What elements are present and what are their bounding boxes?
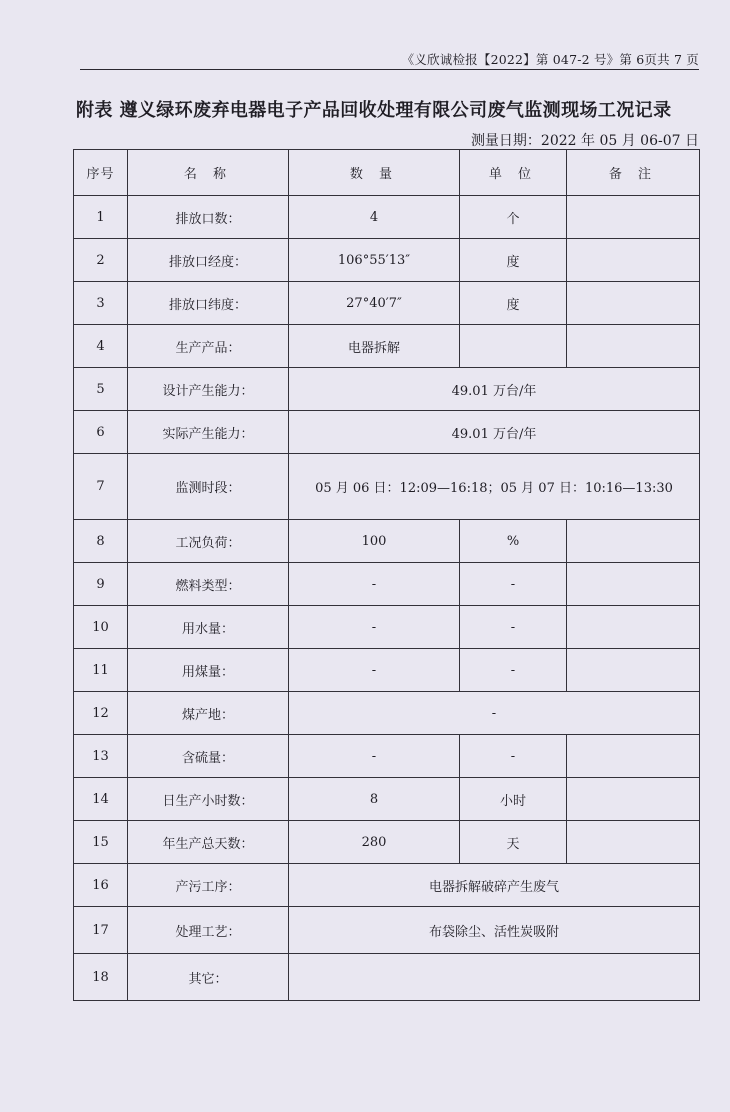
row-name: 排放口纬度： bbox=[128, 282, 289, 325]
column-header-quantity: 数 量 bbox=[289, 150, 460, 196]
row-quantity: - bbox=[289, 563, 460, 606]
row-note bbox=[567, 606, 700, 649]
row-quantity: 280 bbox=[289, 821, 460, 864]
row-note bbox=[567, 325, 700, 368]
report-reference: 《义欣诚检报【2022】第 047-2 号》第 6页共 7 页 bbox=[401, 52, 699, 67]
row-name: 生产产品： bbox=[128, 325, 289, 368]
row-merged-value: 49.01 万台/年 bbox=[289, 411, 700, 454]
row-name: 其它： bbox=[128, 954, 289, 1001]
row-note bbox=[567, 735, 700, 778]
row-quantity: 4 bbox=[289, 196, 460, 239]
row-unit: - bbox=[460, 735, 567, 778]
row-unit bbox=[460, 325, 567, 368]
row-seq: 18 bbox=[74, 954, 128, 1001]
row-note bbox=[567, 821, 700, 864]
row-seq: 6 bbox=[74, 411, 128, 454]
row-quantity: - bbox=[289, 606, 460, 649]
table-row bbox=[74, 454, 700, 520]
row-note bbox=[567, 520, 700, 563]
row-seq: 12 bbox=[74, 692, 128, 735]
table-row bbox=[74, 735, 700, 778]
row-merged-value: 05 月 06 日：12:09—16:18；05 月 07 日：10:16—13:30 bbox=[289, 454, 700, 520]
table-row bbox=[74, 520, 700, 563]
row-name: 排放口经度： bbox=[128, 239, 289, 282]
table-row bbox=[74, 907, 700, 954]
column-header-unit: 单 位 bbox=[460, 150, 567, 196]
row-name: 燃料类型： bbox=[128, 563, 289, 606]
column-header-seq: 序号 bbox=[74, 150, 128, 196]
row-merged-value: 电器拆解破碎产生废气 bbox=[289, 864, 700, 907]
column-header-note: 备 注 bbox=[567, 150, 700, 196]
table-row bbox=[74, 239, 700, 282]
row-unit: 度 bbox=[460, 282, 567, 325]
row-seq: 3 bbox=[74, 282, 128, 325]
row-name: 煤产地： bbox=[128, 692, 289, 735]
row-unit: - bbox=[460, 606, 567, 649]
row-note bbox=[567, 649, 700, 692]
row-quantity: 电器拆解 bbox=[289, 325, 460, 368]
table-row bbox=[74, 649, 700, 692]
page-title: 附表 遵义绿环废弃电器电子产品回收处理有限公司废气监测现场工况记录 bbox=[76, 100, 672, 121]
table-row bbox=[74, 325, 700, 368]
measurement-date: 测量日期：2022 年 05 月 06-07 日 bbox=[470, 133, 699, 149]
row-name: 用水量： bbox=[128, 606, 289, 649]
table-row bbox=[74, 563, 700, 606]
row-unit: - bbox=[460, 649, 567, 692]
row-seq: 17 bbox=[74, 907, 128, 954]
row-quantity: 27°40′7″ bbox=[289, 282, 460, 325]
row-unit: 度 bbox=[460, 239, 567, 282]
row-merged-value: 布袋除尘、活性炭吸附 bbox=[289, 907, 700, 954]
table-row bbox=[74, 606, 700, 649]
table-header-row bbox=[74, 150, 700, 196]
row-name: 工况负荷： bbox=[128, 520, 289, 563]
row-note bbox=[567, 196, 700, 239]
row-seq: 10 bbox=[74, 606, 128, 649]
row-note bbox=[567, 563, 700, 606]
row-name: 监测时段： bbox=[128, 454, 289, 520]
row-name: 日生产小时数： bbox=[128, 778, 289, 821]
row-note bbox=[567, 778, 700, 821]
row-note bbox=[567, 282, 700, 325]
row-seq: 2 bbox=[74, 239, 128, 282]
row-unit: - bbox=[460, 563, 567, 606]
row-unit: 小时 bbox=[460, 778, 567, 821]
row-seq: 14 bbox=[74, 778, 128, 821]
row-name: 实际产生能力： bbox=[128, 411, 289, 454]
row-seq: 13 bbox=[74, 735, 128, 778]
row-name: 设计产生能力： bbox=[128, 368, 289, 411]
row-merged-value: - bbox=[289, 692, 700, 735]
row-seq: 16 bbox=[74, 864, 128, 907]
row-seq: 4 bbox=[74, 325, 128, 368]
row-quantity: 106°55′13″ bbox=[289, 239, 460, 282]
row-note bbox=[567, 239, 700, 282]
row-quantity: 8 bbox=[289, 778, 460, 821]
row-unit: % bbox=[460, 520, 567, 563]
row-seq: 11 bbox=[74, 649, 128, 692]
row-name: 产污工序： bbox=[128, 864, 289, 907]
column-header-name: 名 称 bbox=[128, 150, 289, 196]
row-name: 年生产总天数： bbox=[128, 821, 289, 864]
header-divider bbox=[80, 69, 699, 70]
row-unit: 天 bbox=[460, 821, 567, 864]
row-unit: 个 bbox=[460, 196, 567, 239]
row-quantity: 100 bbox=[289, 520, 460, 563]
table-row bbox=[74, 821, 700, 864]
row-quantity: - bbox=[289, 649, 460, 692]
operating-conditions-table bbox=[73, 149, 700, 1001]
row-quantity: - bbox=[289, 735, 460, 778]
table-row bbox=[74, 778, 700, 821]
table-row bbox=[74, 954, 700, 1001]
table-row bbox=[74, 864, 700, 907]
row-name: 含硫量： bbox=[128, 735, 289, 778]
table-row bbox=[74, 692, 700, 735]
row-merged-value: 49.01 万台/年 bbox=[289, 368, 700, 411]
row-seq: 1 bbox=[74, 196, 128, 239]
row-name: 处理工艺： bbox=[128, 907, 289, 954]
row-name: 用煤量： bbox=[128, 649, 289, 692]
table-row bbox=[74, 411, 700, 454]
row-seq: 5 bbox=[74, 368, 128, 411]
table-row bbox=[74, 282, 700, 325]
row-name: 排放口数： bbox=[128, 196, 289, 239]
row-seq: 8 bbox=[74, 520, 128, 563]
row-seq: 7 bbox=[74, 454, 128, 520]
table-row bbox=[74, 196, 700, 239]
row-merged-value bbox=[289, 954, 700, 1001]
row-seq: 15 bbox=[74, 821, 128, 864]
row-seq: 9 bbox=[74, 563, 128, 606]
table-row bbox=[74, 368, 700, 411]
